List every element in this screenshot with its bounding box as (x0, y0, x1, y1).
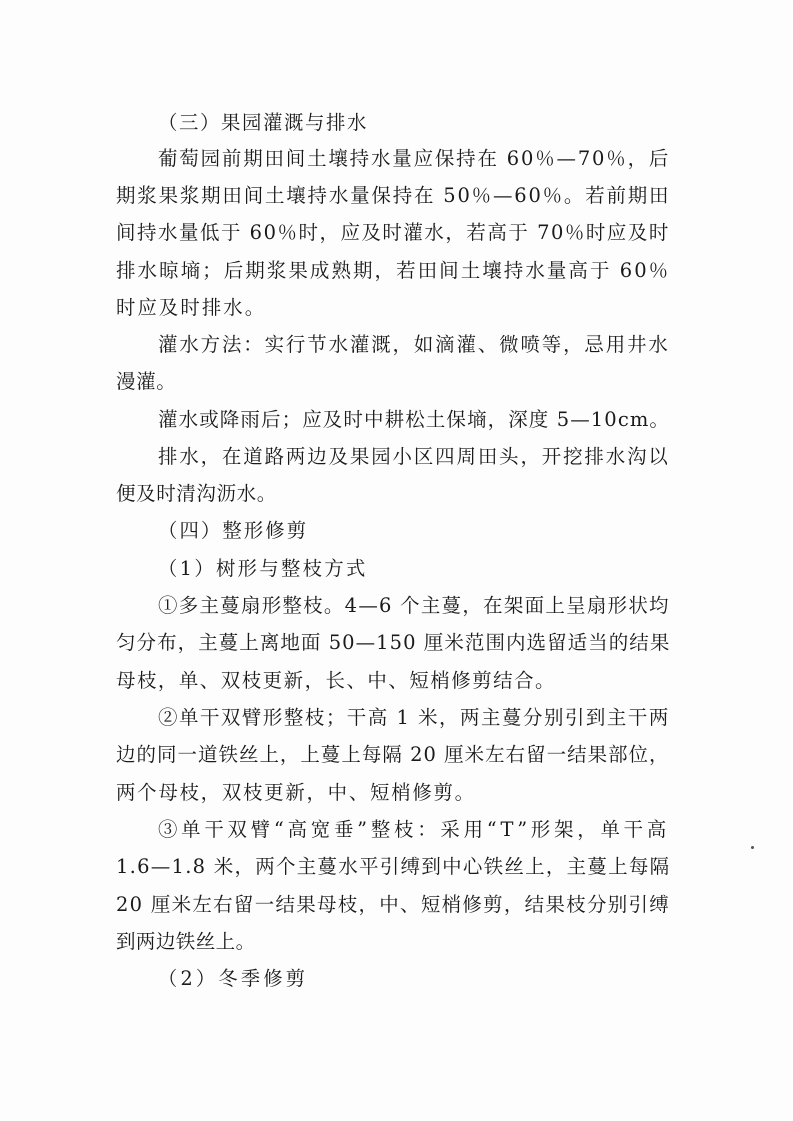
text-line: 间持水量低于 60％时，应及时灌水，若高于 70％时应及时 (116, 221, 670, 244)
text-line: 便及时清沟沥水。 (116, 482, 277, 505)
section-heading: （四）整形修剪 (158, 519, 309, 542)
text-line: 灌水或降雨后；应及时中耕松土保墒，深度 5—10cm。 (158, 408, 671, 431)
text-line: 两个母枝，双枝更新，中、短梢修剪。 (116, 781, 476, 804)
text-line: 排水，在道路两边及果园小区四周田头，开挖排水沟以 (158, 445, 670, 468)
subsection-heading: （2）冬季修剪 (158, 967, 309, 990)
scan-speck (751, 846, 754, 849)
text-line: 时应及时排水。 (116, 296, 267, 319)
text-line: 排水晾墒；后期浆果成熟期，若田间土壤持水量高于 60％ (116, 259, 671, 282)
text-line: 边的同一道铁丝上，上蔓上每隔 20 厘米左右留一结果部位， (116, 743, 670, 766)
text-line: 到两边铁丝上。 (116, 930, 256, 953)
subsection-heading: （1）树形与整枝方式 (158, 557, 368, 580)
section-heading: （三）果园灌溉与排水 (158, 111, 369, 134)
text-line: ①多主蔓扇形整枝。4—6 个主蔓，在架面上呈扇形状均 (158, 594, 670, 617)
text-line: 漫灌。 (116, 370, 177, 393)
text-line: 期浆果浆期田间土壤持水量保持在 50％—60％。若前期田 (116, 184, 671, 207)
text-line: 匀分布，主蔓上离地面 50—150 厘米范围内选留适当的结果 (116, 631, 671, 654)
text-line: 20 厘米左右留一结果母枝，中、短梢修剪，结果枝分别引缚 (116, 893, 671, 916)
text-line: 葡萄园前期田间土壤持水量应保持在 60％—70％，后 (158, 147, 671, 170)
text-line: ②单干双臂形整枝；干高 1 米，两主蔓分别引到主干两 (158, 706, 670, 729)
text-line: 1.6—1.8 米，两个主蔓水平引缚到中心铁丝上，主蔓上每隔 (116, 855, 671, 878)
text-line: 灌水方法：实行节水灌溉，如滴灌、微喷等，忌用井水 (158, 333, 670, 356)
text-line: 母枝，单、双枝更新，长、中、短梢修剪结合。 (116, 669, 557, 692)
text-line: ③单干双臂“高宽垂”整枝：采用“T”形架，单干高 (158, 818, 670, 841)
